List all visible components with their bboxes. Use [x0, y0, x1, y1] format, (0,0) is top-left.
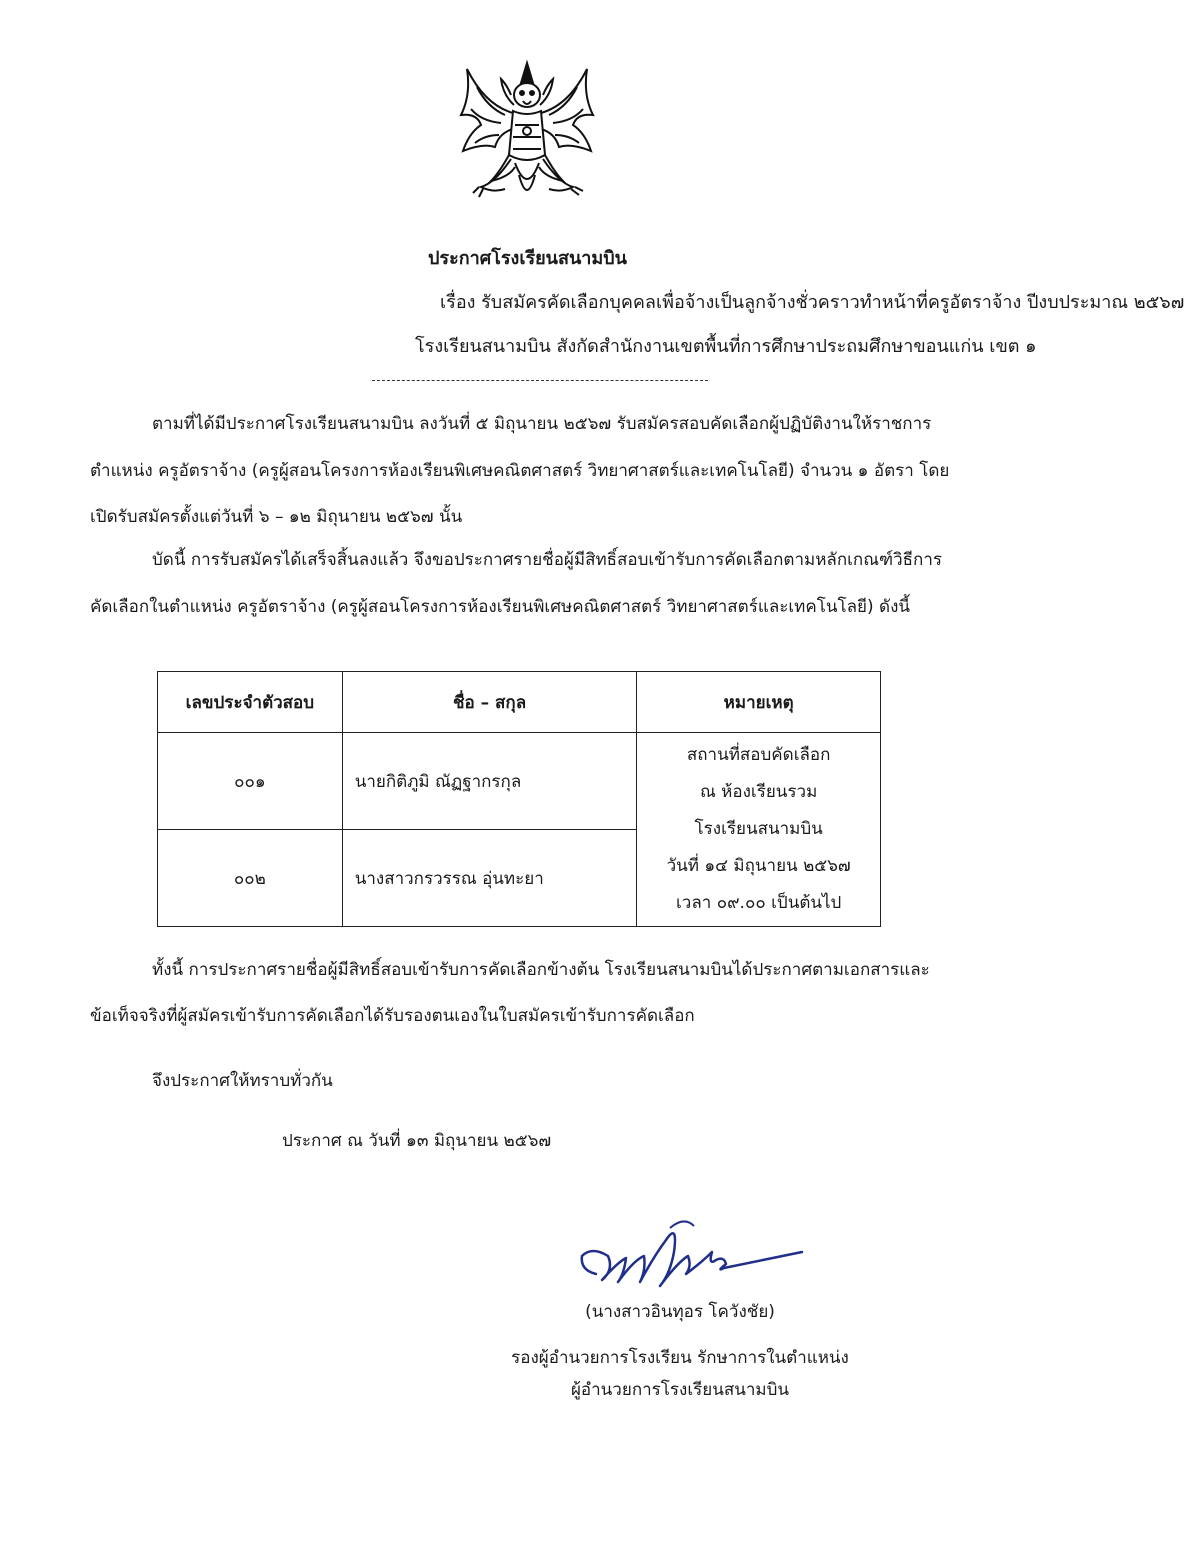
announcement-date: ประกาศ ณ วันที่ ๑๓ มิถุนายน ๒๕๖๗ [282, 1131, 552, 1151]
table-header-row [158, 672, 881, 733]
remarks-line: ณ ห้องเรียนรวม [700, 782, 818, 802]
paragraph-1-line-3: เปิดรับสมัครตั้งแต่วันที่ ๖ – ๑๒ มิถุนายน ๒๕๖๗ นั้น [90, 507, 463, 527]
paragraph-1-line-2: ตำแหน่ง ครูอัตราจ้าง (ครูผู้สอนโครงการห้องเรียนพิเศษคณิตศาสตร์ วิทยาศาสตร์และเทคโนโลยี) จำนวน ๑ อัตรา โดย [90, 461, 950, 481]
exam-number-cell: ๐๐๒ [158, 830, 343, 927]
announcement-closing: จึงประกาศให้ทราบทั่วกัน [152, 1071, 333, 1091]
signer-position-2: ผู้อำนวยการโรงเรียนสนามบิน [570, 1380, 790, 1400]
paragraph-2-line-1: บัดนี้ การรับสมัครได้เสร็จสิ้นลงแล้ว จึงขอประกาศรายชื่อผู้มีสิทธิ์สอบเข้ารับการคัดเลือกตามหลักเกณฑ์วิธีการ [152, 550, 943, 570]
exam-number-cell: ๐๐๑ [158, 733, 343, 830]
signer-position-1: รองผู้อำนวยการโรงเรียน รักษาการในตำแหน่ง [511, 1348, 849, 1368]
header-remarks: หมายเหตุ [637, 672, 881, 733]
remarks-line: โรงเรียนสนามบิน [694, 819, 823, 839]
candidate-table [157, 671, 881, 927]
remarks-line: สถานที่สอบคัดเลือก [686, 745, 831, 765]
remarks-line: เวลา ๐๙.๐๐ เป็นต้นไป [675, 893, 842, 913]
remarks-cell [637, 733, 881, 927]
paragraph-1-line-1: ตามที่ได้มีประกาศโรงเรียนสนามบิน ลงวันที่ ๕ มิถุนายน ๒๕๖๗ รับสมัครสอบคัดเลือกผู้ปฏิบัติงานให้ราชการ [152, 414, 932, 434]
header-exam-number: เลขประจำตัวสอบ [158, 672, 343, 733]
paragraph-3-line-1: ทั้งนี้ การประกาศรายชื่อผู้มีสิทธิ์สอบเข้ารับการคัดเลือกข้างต้น โรงเรียนสนามบินได้ประกาศตามเอกสารและ [152, 960, 930, 980]
signature-image [566, 1212, 811, 1302]
remarks-line: วันที่ ๑๔ มิถุนายน ๒๕๖๗ [666, 856, 851, 876]
table-row [158, 733, 881, 830]
signer-name: (นางสาวอินทุอร โควังชัย) [585, 1302, 775, 1322]
garuda-emblem-icon [455, 55, 600, 215]
announcement-title: ประกาศโรงเรียนสนามบิน [428, 248, 627, 269]
paragraph-3-line-2: ข้อเท็จจริงที่ผู้สมัครเข้ารับการคัดเลือกได้รับรองตนเองในใบสมัครเข้ารับการคัดเลือก [90, 1006, 695, 1026]
subject-line-1: เรื่อง รับสมัครคัดเลือกบุคคลเพื่อจ้างเป็นลูกจ้างชั่วคราวทำหน้าที่ครูอัตราจ้าง ปีงบประมาณ ๒๕๖๗ [440, 292, 1184, 313]
header-full-name: ชื่อ – สกุล [342, 672, 637, 733]
full-name-cell: นางสาวกรวรรณ อุ่นทะยา [342, 830, 637, 927]
divider-line [372, 380, 708, 381]
full-name-cell: นายกิติภูมิ ณัฏฐากรกุล [342, 733, 637, 830]
subject-line-2: โรงเรียนสนามบิน สังกัดสำนักงานเขตพื้นที่การศึกษาประถมศึกษาขอนแก่น เขต ๑ [415, 336, 1037, 357]
paragraph-2-line-2: คัดเลือกในตำแหน่ง ครูอัตราจ้าง (ครูผู้สอนโครงการห้องเรียนพิเศษคณิตศาสตร์ วิทยาศาสตร์และเทคโนโลยี) ดังนี้ [90, 597, 911, 617]
